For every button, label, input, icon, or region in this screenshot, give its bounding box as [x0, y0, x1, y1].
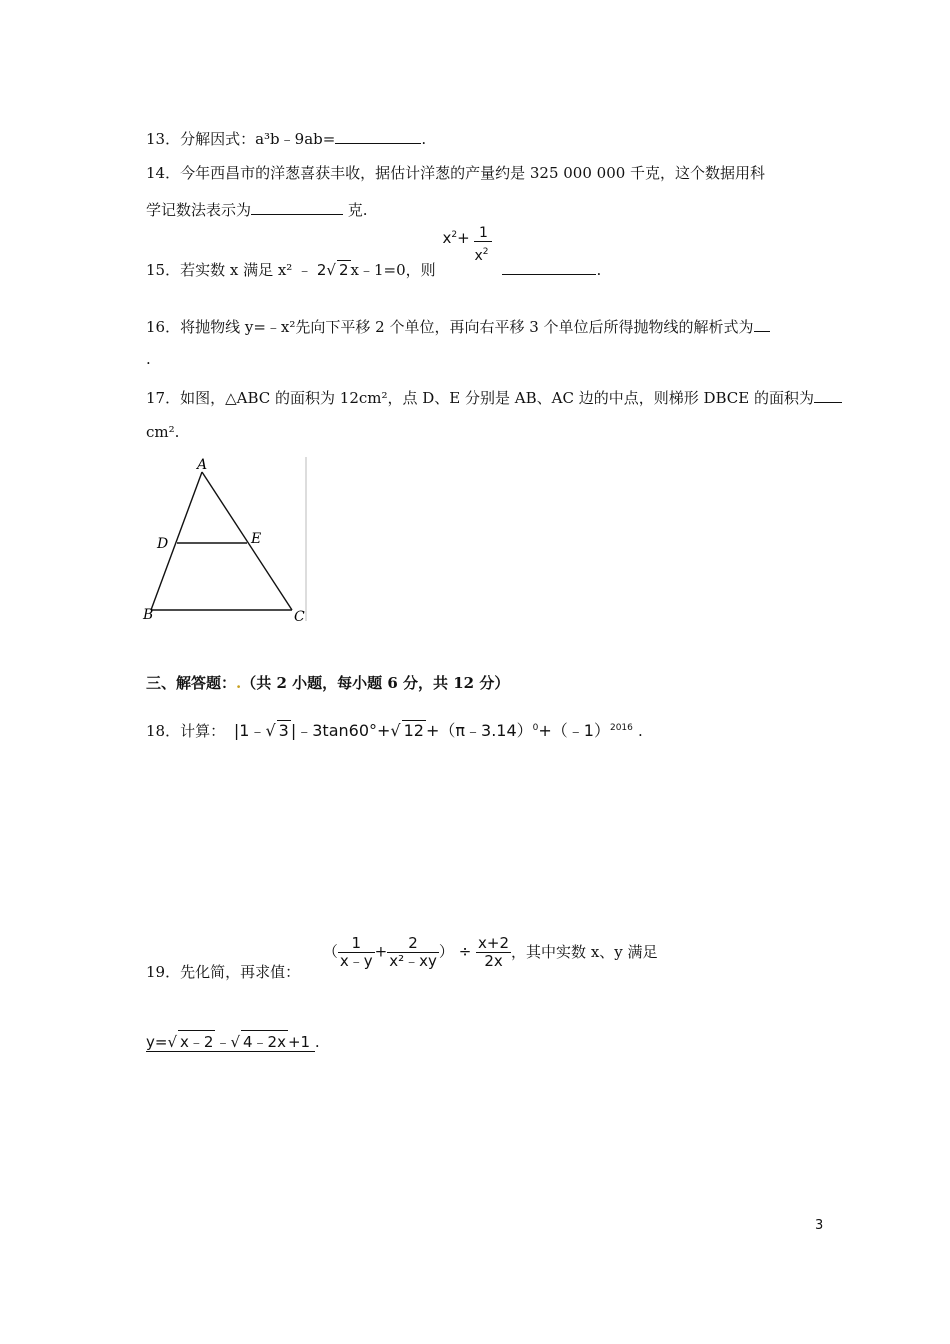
label-d: D — [157, 536, 169, 552]
question-19 — [146, 934, 658, 981]
frac-1-den: x﹣y — [339, 951, 373, 970]
frac-1 — [338, 935, 375, 969]
label-e: E — [251, 531, 262, 547]
frac-2-den: x²﹣xy — [389, 951, 437, 970]
answer-blank — [754, 317, 770, 332]
q13-period: . — [421, 130, 427, 148]
pi-part: +（π﹣3.14） — [425, 721, 533, 740]
answer-blank — [251, 200, 343, 215]
frac-num: 1 — [474, 225, 492, 242]
answer-blank — [502, 260, 596, 275]
q13-text: 13．分解因式：a³b﹣9ab= — [146, 130, 336, 148]
radicand-2: 4﹣2x — [241, 1030, 288, 1052]
q19-tail: ，其中实数 x、y 满足 — [511, 942, 658, 961]
y-lhs: y= — [146, 1033, 168, 1051]
exponent-0: 0 — [532, 723, 539, 733]
q19-expression: （ $\frac{1}{x﹣y}$ + $\frac{2}{\text{x²﹣xy}}$ ） ÷ $\frac{x+2}{2x}$ — [322, 934, 510, 970]
coef: 2 — [316, 261, 327, 279]
tan-part: |﹣3tan60°+ — [290, 721, 391, 740]
divide-sign: ÷ — [458, 942, 472, 961]
q17-text: 17．如图，△ABC 的面积为 12cm²，点 D、E 分别是 AB、AC 边的中点，则梯形 DBCE 的面积为 — [146, 389, 815, 407]
q15-coef: 2√ 2 — [316, 261, 349, 279]
question-13 — [146, 128, 426, 149]
question-17 — [146, 387, 842, 408]
q16-text: 16．将抛物线 y=﹣x²先向下平移 2 个单位，再向右平移 3 个单位后所得抛物线的解析式为 — [146, 318, 754, 336]
side-ac — [202, 472, 292, 610]
plus-one: +1 — [287, 1033, 311, 1051]
q15-mid: x﹣1=0，则 — [350, 261, 436, 279]
section-dot: . — [236, 674, 242, 692]
q19-condition-expression: y=√ x﹣2 ﹣√ 4﹣2x +1 — [146, 1033, 315, 1052]
radicand-12: 12 — [403, 721, 424, 740]
page-number: 3 — [815, 1218, 824, 1233]
q18-period: . — [637, 722, 643, 740]
frac-3-den: 2x — [484, 951, 503, 970]
exponent-2016: 2016 — [609, 723, 633, 733]
q15-period: . — [596, 261, 602, 279]
answer-blank — [335, 129, 421, 144]
label-b: B — [143, 607, 154, 623]
frac-3-num: x+2 — [478, 934, 510, 952]
radicand: 2 — [338, 261, 349, 279]
q14-text: 学记数法表示为 — [146, 201, 252, 219]
section-3-heading — [146, 672, 509, 693]
radicand-1: x﹣2 — [178, 1030, 215, 1052]
q14-unit: 克. — [343, 201, 368, 219]
abs-open: |1﹣ — [233, 721, 266, 740]
q18-expression: |1﹣√ 3 |﹣3tan60°+√ 12 +（π﹣3.14）$^0$+（﹣1）$^{2016}$ — [233, 721, 633, 740]
section-detail: （共 2 小题，每小题 6 分，共 12 分） — [241, 674, 510, 692]
question-18 — [146, 718, 643, 741]
paren-close: ） — [438, 942, 454, 961]
frac-3 — [476, 935, 511, 969]
question-14-line2 — [146, 199, 368, 220]
label-c: C — [294, 609, 305, 625]
frac-2-num: 2 — [387, 935, 439, 953]
q19-period: . — [314, 1033, 320, 1051]
neg-one-part: +（﹣1） — [538, 721, 610, 740]
question-16 — [146, 316, 770, 337]
q19-label: 19．先化简，再求值： — [146, 962, 301, 981]
answer-blank — [814, 388, 842, 403]
section-title: 三、解答题： — [146, 674, 237, 692]
question-16-line2: . — [146, 350, 151, 368]
question-15 — [146, 225, 602, 280]
q18-label: 18．计算： — [146, 722, 226, 740]
radicand-3: 3 — [278, 721, 289, 740]
frac-1-num: 1 — [338, 935, 375, 953]
minus-sign: ﹣ — [215, 1033, 231, 1051]
x-squared: $x^2+$ — [442, 229, 470, 247]
q15-expression — [440, 225, 502, 275]
question-19-condition — [146, 1030, 320, 1052]
q15-text: 15．若实数 x 满足 x² ﹣ — [146, 261, 313, 279]
question-17-line2: cm². — [146, 423, 180, 441]
question-14-line1: 14．今年西昌市的洋葱喜获丰收，据估计洋葱的产量约是 325 000 000 千克，这个数据用科 — [146, 164, 766, 182]
triangle-figure — [140, 455, 315, 625]
frac-den: $x^2$ — [474, 247, 489, 264]
label-a: A — [197, 457, 208, 473]
paren-open: （ — [322, 942, 338, 961]
frac-2 — [387, 935, 439, 969]
